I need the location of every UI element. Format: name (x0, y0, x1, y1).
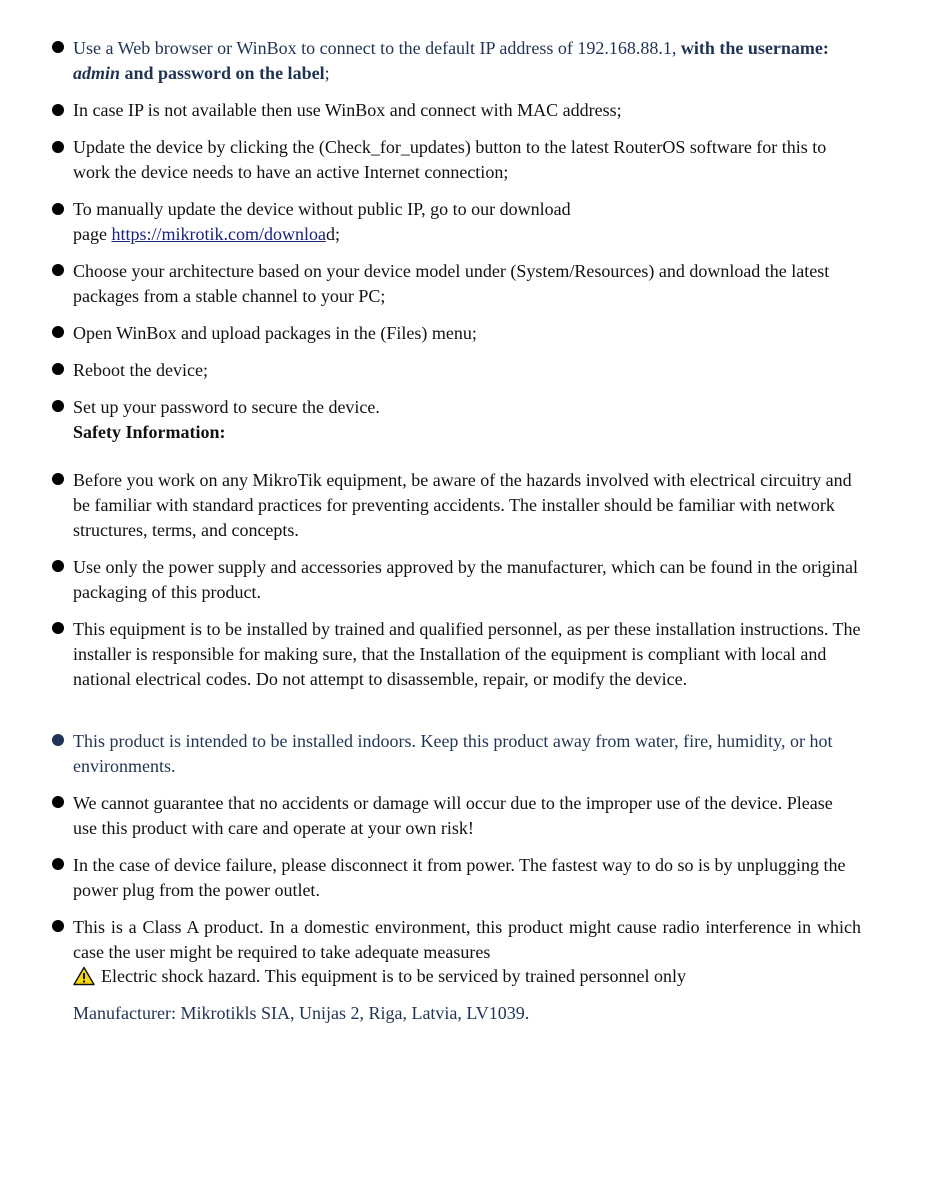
step-4-line-1: To manually update the device without public IP, go to our download (73, 199, 571, 219)
manufacturer-info: Manufacturer: Mikrotikls SIA, Unijas 2, Riga, Latvia, LV1039. (73, 1003, 530, 1023)
bullet-icon (52, 400, 64, 412)
bullet-icon (52, 920, 64, 932)
step-4-line-2 (73, 222, 861, 247)
bullet-icon (52, 622, 64, 634)
bullet-icon (52, 796, 64, 808)
bullet-icon (52, 734, 64, 746)
safety-item-3: This equipment is to be installed by trained and qualified personnel, as per these installation instructions. The installer is responsible for making sure, that the Installation of the equipment is compliant with local and national electrical codes. Do not attempt to disassemble, repair, or modify the device. (73, 619, 861, 689)
safety-item-6: In the case of device failure, please disconnect it from power. The fastest way to do so is by unplugging the power plug from the power outlet. (73, 855, 846, 900)
bullet-icon (52, 473, 64, 485)
bullet-icon (52, 41, 64, 53)
electric-shock-warning: Electric shock hazard. This equipment is to be serviced by trained personnel only (101, 966, 686, 986)
setup-step-2: In case IP is not available then use WinBox and connect with MAC address; (73, 100, 622, 120)
setup-step-8: Set up your password to secure the device. (73, 397, 380, 417)
bullet-icon (52, 203, 64, 215)
step-1-password-note: and password on the label (120, 63, 325, 83)
step-4-link-tail: d; (325, 224, 340, 244)
step-1-username-label: with the username: (680, 38, 829, 58)
safety-heading: Safety Information: (73, 422, 226, 442)
safety-item-7: This is a Class A product. In a domestic environment, this product might cause radio interference in which case the user might be required to take adequate measures (73, 917, 861, 962)
bullet-icon (52, 326, 64, 338)
setup-step-6: Open WinBox and upload packages in the (Files) menu; (73, 323, 477, 343)
bullet-icon (52, 141, 64, 153)
setup-step-7: Reboot the device; (73, 360, 208, 380)
download-link[interactable]: https://mikrotik.com/downloa (111, 224, 326, 244)
safety-item-4: This product is intended to be installed indoors. Keep this product away from water, fire, humidity, or hot environments. (73, 731, 833, 776)
bullet-icon (52, 560, 64, 572)
step-1-end: ; (324, 63, 330, 83)
safety-item-1: Before you work on any MikroTik equipment, be aware of the hazards involved with electrical circuitry and be familiar with standard practices for preventing accidents. The installer should be familiar with network structures, terms, and concepts. (73, 470, 852, 540)
bullet-icon (52, 104, 64, 116)
setup-step-5: Choose your architecture based on your device model under (System/Resources) and download the latest packages from a stable channel to your PC; (73, 261, 830, 306)
bullet-icon (52, 363, 64, 375)
bullet-icon (52, 858, 64, 870)
step-4-page-word: page (73, 224, 112, 244)
bullet-icon (52, 264, 64, 276)
setup-step-1 (73, 36, 861, 86)
step-1-username-value: admin (73, 63, 121, 83)
step-1-text: Use a Web browser or WinBox to connect to the default IP address of 192.168.88.1, (73, 38, 681, 58)
setup-step-3: Update the device by clicking the (Check_for_updates) button to the latest RouterOS software for this to work the device needs to have an active Internet connection; (73, 137, 827, 182)
setup-step-4 (73, 197, 861, 247)
safety-item-2: Use only the power supply and accessories approved by the manufacturer, which can be found in the original packaging of this product. (73, 557, 859, 602)
safety-item-5: We cannot guarantee that no accidents or damage will occur due to the improper use of the device. Please use this product with care and operate at your own risk! (73, 793, 833, 838)
